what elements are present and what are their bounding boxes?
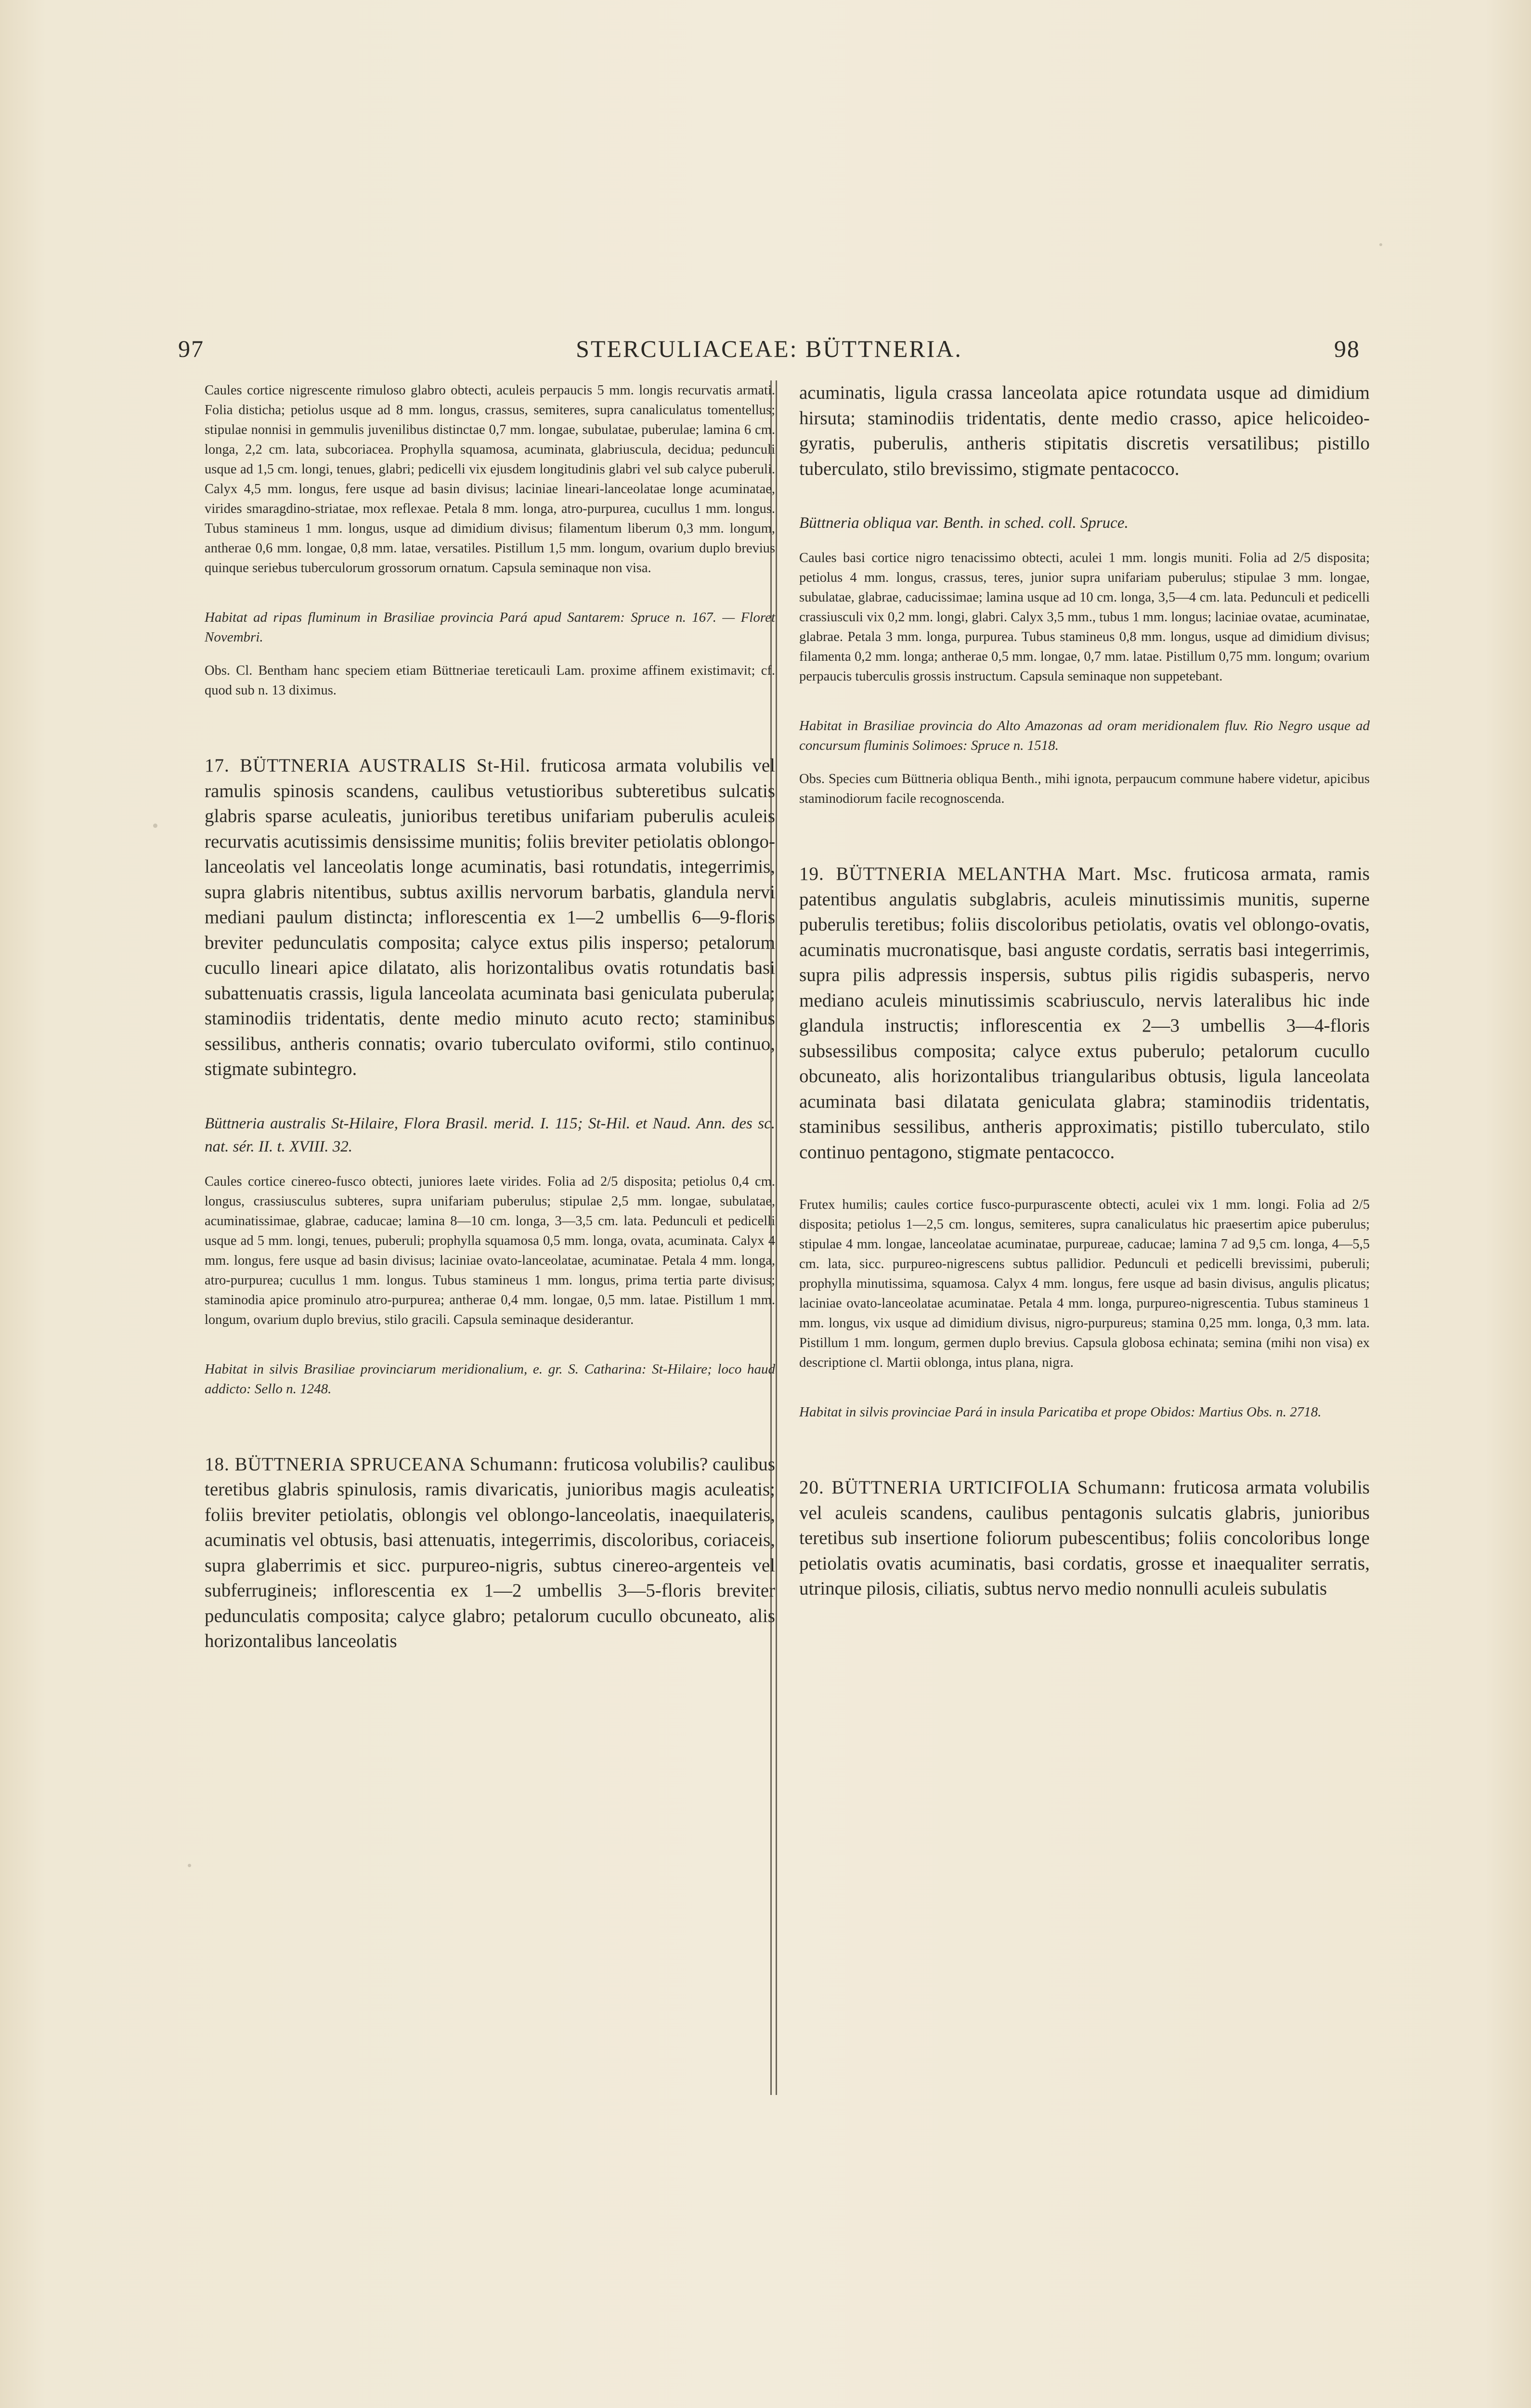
running-header [178, 335, 1360, 368]
paper-spot [1379, 243, 1382, 246]
right-column [799, 380, 1370, 1602]
reference-18: Büttneria obliqua var. Benth. in sched. coll. Spruce. [799, 514, 1129, 532]
species-17 [205, 753, 775, 1082]
species-17-diagnosis: fruticosa armata volubilis vel ramulis spinosis scandens, caulibus vetustioribus subteretibus sulcatis glabris sparse aculeatis, junioribus teretibus unifariam puberulis aculeis recurvatis acutissimis densissime munitis; foliis breviter petiolatis oblongo-lanceolatis vel lanceolatis longe acuminatis, basi rotundatis, integerrimis, supra glabris nitentibus, subtus axillis nervorum barbatis, glandula nervi mediani paulum distincta; inflorescentia ex 1—2 umbellis 6—9-floris breviter pedunculatis composita; calyce extus pilis insperso; petalorum cucullo lineari apice dilatato, alis horizontalibus ovatis rotundatis basi subattenuatis crassis, ligula lanceolata acuminata basi geniculata puberula; staminodiis tridentatis, dente medio minuto acuto recto; staminibus sessilibus, antheris connatis; ovario tuberculato oviformi, stilo continuo, stigmate subintegro. [205, 755, 776, 1079]
species-20-heading: 20. BÜTTNERIA URTICIFOLIA Schumann: [799, 1477, 1167, 1498]
description-18: Caules basi cortice nigro tenacissimo obtecti, aculei 1 mm. longis muniti. Folia ad 2/5 disposita; petiolus 4 mm. longus, crassus, teres, junior supra unifariam puberulus; stipulae 3 mm. longae, subulatae, glabrae, caducissimae; lamina usque ad 10 cm. longa, 3,5—4 cm. lata. Pedunculi et pedicelli crassiusculi vix 0,2 mm. longi, glabri. Calyx 3,5 mm., tubus 1 mm. longus; laciniae ovatae, acuminatae, glabrae. Petala 3 mm. longa, purpurea. Tubus stamineus 0,8 mm. longus, usque ad dimidium divisus; filamenta 0,2 mm. longa; antherae 0,5 mm. longae, 0,7 mm. latae. Pistillum 0,75 mm. longum; ovarium perpaucis tuberculis grossis instructum. Capsula seminaque non suppetebant. [799, 550, 1370, 684]
paper-spot [153, 824, 157, 828]
observation-18: Obs. Species cum Büttneria obliqua Benth., mihi ignota, perpaucum commune habere videtur, apicibus staminodiorum facile recognoscenda. [799, 772, 1370, 806]
reference-17: Büttneria australis St-Hilaire, Flora Brasil. merid. I. 115; St-Hil. et Naud. Ann. des sc. nat. sér. II. t. XVIII. 32. [205, 1114, 775, 1155]
description-19: Frutex humilis; caules cortice fusco-purpurascente obtecti, aculei vix 1 mm. longi. Folia ad 2/5 disposita; petiolus 1—2,5 cm. longus, semiteres, supra canaliculatus hic praesertim apice puberulus; stipulae 4 mm. longae, lanceolatae acuminatae, purpureae, caducae; lamina 7 ad 9,5 cm. longa, 4—5,5 cm. lata, sicc. purpureo-nigrescens subtus pallidior. Pedunculi et pedicelli brevissimi, puberuli; prophylla minutissima, squamosa. Calyx 4 mm. longus, fere usque ad basin divisus, angulis plicatus; laciniae ovato-lanceolatae acuminatae. Petala 4 mm. longa, purpureo-nigrescentia. Tubus stamineus 1 mm. longus, vix usque ad dimidium divisus, nigro-purpureus; stamina 0,25 mm. longa, 0,3 mm. lata. Pistillum 1 mm. longum, germen duplo brevius. Capsula globosa echinata; semina (mihi non visa) ex descriptione cl. Martii oblonga, intus plana, nigra. [799, 1197, 1370, 1370]
species-17-heading: 17. BÜTTNERIA AUSTRALIS St-Hil. [205, 755, 531, 776]
species-18-continued: acuminatis, ligula crassa lanceolata apice rotundata usque ad dimidium hirsuta; staminodiis tridentatis, dente medio crasso, apice helicoideo-gyratis, puberulis, antheris stipitatis discretis versatilibus; pistillo tuberculato, stilo brevissimo, stigmate pentacocco. [799, 382, 1370, 479]
observation-16: Obs. Cl. Bentham hanc speciem etiam Büttneriae tereticauli Lam. proxime affinem existimavit; cf. quod sub n. 13 diximus. [205, 663, 775, 698]
description-16: Caules cortice nigrescente rimuloso glabro obtecti, aculeis perpaucis 5 mm. longis recurvatis armati. Folia disticha; petiolus usque ad 8 mm. longus, crassus, semiteres, supra canaliculatus tomentellus; stipulae nonnisi in gemmulis juvenilibus distinctae 0,7 mm. longae, subulatae, puberulae; lamina 6 cm. longa, 2,2 cm. lata, subcoriacea. Prophylla squamosa, acuminata, glabriuscula, decidua; pedunculi usque ad 1,5 cm. longi, tenues, glabri; pedicelli vix ejusdem longitudinis glabri vel sub calyce puberuli. Calyx 4,5 mm. longus, fere usque ad basin divisus; laciniae lineari-lanceolatae longe acuminatae, virides smaragdino-striatae, mox reflexae. Petala 8 mm. longa, atro-purpurea, cucullus 1 mm. longus. Tubus stamineus 1 mm. longus, usque ad dimidium divisus; filamentum liberum 0,3 mm. longum, antherae 0,6 mm. longae, 0,8 mm. latae, versatiles. Pistillum 1,5 mm. longum, ovarium duplo brevius quinque seriebus tuberculorum grossorum ornatum. Capsula seminaque non visa. [205, 383, 775, 576]
page-number-left: 97 [178, 335, 204, 362]
page-number-right: 98 [1334, 335, 1360, 362]
species-18-diagnosis: fruticosa volubilis? caulibus teretibus glabris spinulosis, ramis divaricatis, junioribus magis aculeatis; foliis breviter petiolatis, oblongis vel oblongo-lanceolatis, inaequilateris, acuminatis vel obtusis, basi attenuatis, integerrimis, discoloribus, coriaceis, supra glaberrimis et sicc. purpureo-nigris, subtus cinereo-argenteis vel subferrugineis; inflorescentia ex 1—2 umbellis 3—5-floris breviter pedunculatis composita; calyce glabro; petalorum cucullo obcuneato, alis horizontalibus lanceolatis [205, 1453, 775, 1651]
habitat-19: Habitat in silvis provinciae Pará in insula Paricatiba et prope Obidos: Martius Obs. n. 2718. [799, 1404, 1322, 1420]
species-20 [799, 1475, 1370, 1602]
species-19 [799, 862, 1370, 1165]
running-title: STERCULIACEAE: BÜTTNERIA. [576, 335, 962, 362]
description-17: Caules cortice cinereo-fusco obtecti, juniores laete virides. Folia ad 2/5 disposita; petiolus 0,4 cm. longus, crassiusculus subteres, supra unifariam puberulus; stipulae 2,5 mm. longae, subulatae, acuminatissimae, glabrae, caducae; lamina 8—10 cm. longa, 3—3,5 cm. lata. Pedunculi et pedicelli usque ad 5 mm. longi, tenues, puberuli; prophylla squamosa 0,5 mm. longa, ovata, acuminata. Calyx 4 mm. longus, fere usque ad basin divisus; laciniae ovato-lanceolatae, acuminatae. Petala 4 mm. longa, atro-purpurea; cucullus 1 mm. longus. Tubus stamineus 1 mm. longus, prima tertia parte divisus; staminodia apice prominulo atro-purpurea; antherae 0,4 mm. longae, 0,5 mm. latae. Pistillum 1 mm. longum, ovarium duplo brevius, stilo gracili. Capsula seminaque desiderantur. [205, 1174, 775, 1327]
paper-spot [188, 1864, 191, 1867]
species-20-diagnosis: fruticosa armata volubilis vel aculeis scandens, caulibus pentagonis sulcatis glabris, junioribus teretibus sub insertione foliorum pubescentibus; foliis concoloribus longe petiolatis ovatis acuminatis, basi cordatis, grosse et inaequaliter serratis, utrinque pilosis, ciliatis, subtus nervo medio nonnulli aculeis subulatis [799, 1477, 1370, 1599]
species-19-diagnosis: fruticosa armata, ramis patentibus angulatis subglabris, aculeis minutissimis munitis, superne puberulis teretibus; foliis discoloribus petiolatis, ovatis vel oblongo-ovatis, acuminatis mucronatisque, basi anguste cordatis, serratis basi integerrimis, supra pilis adpressis inspersis, subtus pilis rigidis subasperis, nervo mediano aculeis minutissimis scabriusculo, nervis lateralibus hic inde glandula instructis; inflorescentia ex 2—3 umbellis 3—4-floris subsessilibus composita; calyce extus puberulo; petalorum cucullo obcuneato, alis horizontalibus triangularibus obtusis, ligula lanceolata acuminata basi dilatata geniculata glabra; staminodiis tridentatis, staminibus sessilibus, antheris approximatis; pistillo tuberculato, stilo continuo pentagono, stigmate pentacocco. [799, 864, 1370, 1163]
habitat-17: Habitat in silvis Brasiliae provinciarum meridionalium, e. gr. S. Catharina: St-Hilaire; loco haud addicto: Sello n. 1248. [205, 1361, 775, 1397]
species-19-heading: 19. BÜTTNERIA MELANTHA Mart. Msc. [799, 864, 1172, 884]
habitat-16: Habitat ad ripas fluminum in Brasiliae provincia Pará apud Santarem: Spruce n. 167. — Floret Novembri. [205, 610, 775, 645]
habitat-18: Habitat in Brasiliae provincia do Alto Amazonas ad oram meridionalem fluv. Rio Negro usque ad concursum fluminis Solimoes: Spruce n. 1518. [799, 718, 1370, 753]
species-18 [205, 1452, 775, 1654]
left-column [205, 380, 775, 1654]
species-18-heading: 18. BÜTTNERIA SPRUCEANA Schumann: [205, 1453, 559, 1475]
